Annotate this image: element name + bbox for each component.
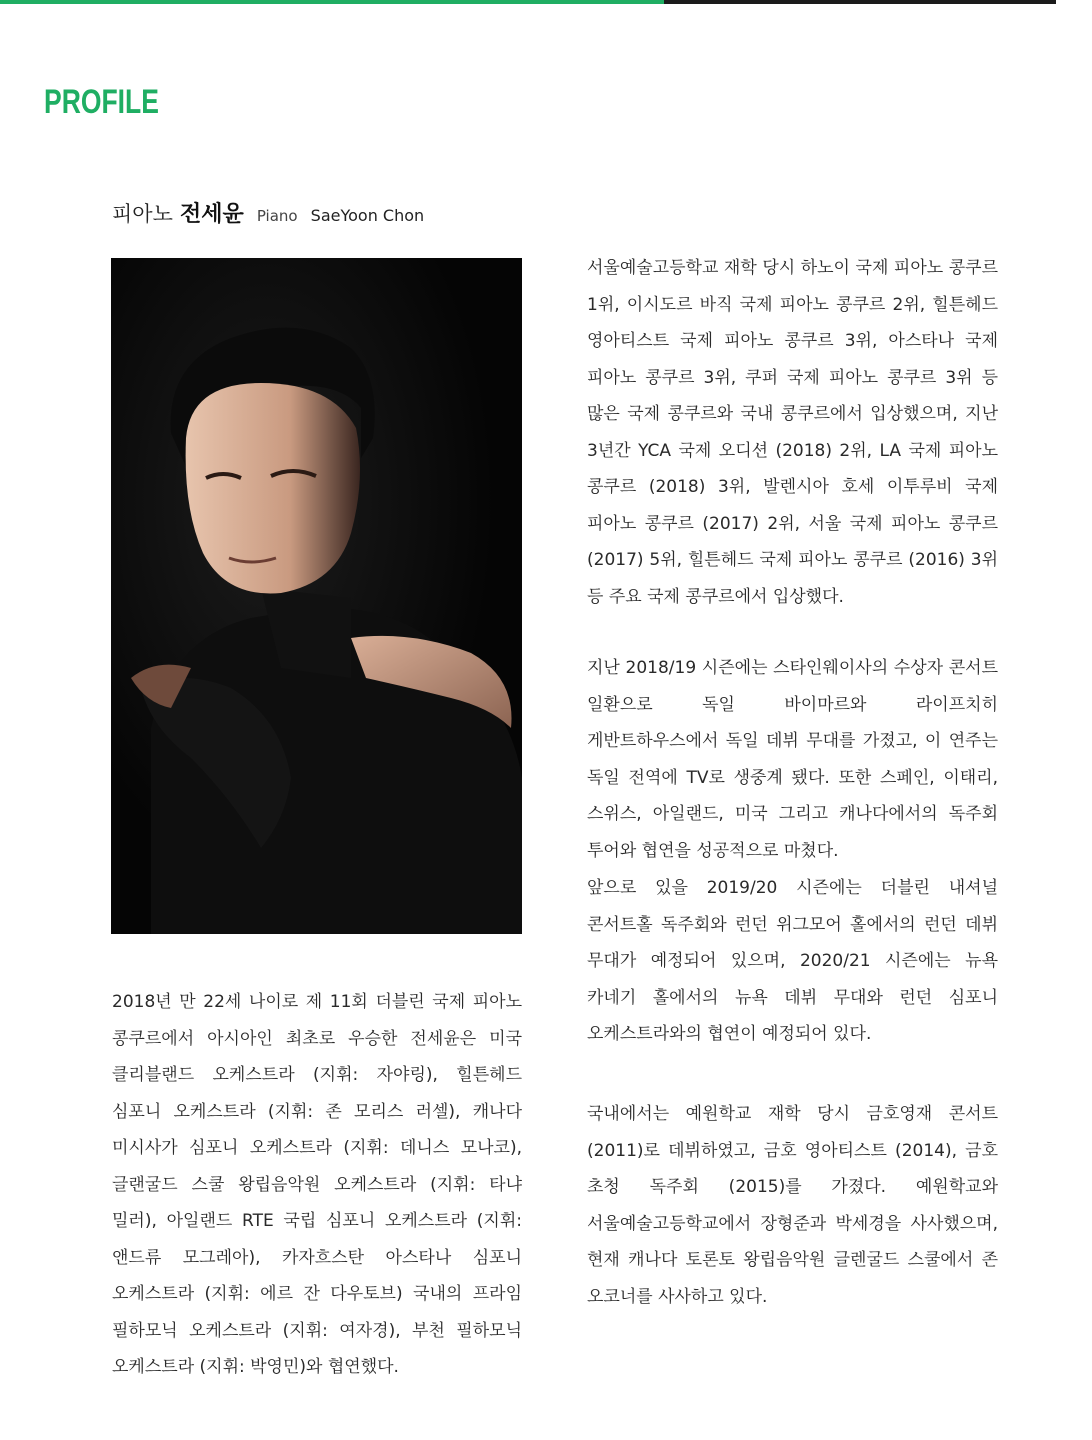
portrait-illustration xyxy=(111,258,522,934)
section-title: PROFILE xyxy=(44,83,159,121)
top-dark-rule xyxy=(664,0,1056,4)
biography-paragraph-left: 2018년 만 22세 나이로 제 11회 더블린 국제 피아노 콩쿠르에서 아시아인 최초로 우승한 전세윤은 미국 클리블랜드 오케스트라 (지휘: 자야링), 힐튼헤드 심포니 오케스트라 (지휘: 존 모리스 러셀), 캐나다 미시사가 심포니 오케스트라 (지휘: 데니스 모나코), 글랜굴드 스쿨 왕립음악원 오케스트라 (지휘: 타냐 밀러), 아일랜드 RTE 국립 심포니 오케스트라 (지휘: 앤드류 모그레아), 카자흐스탄 아스타나 심포니 오케스트라 (지휘: 에르 잔 다우토브) 국내의 프라임 필하모닉 오케스트라 (지휘: 여자경), 부천 필하모닉 오케스트라 (지휘: 박영민)와 협연했다. xyxy=(112,992,522,1377)
biography-paragraph-season-2018: 지난 2018/19 시즌에는 스타인웨이사의 수상자 콘서트 일환으로 독일 바이마르와 라이프치히 게반트하우스에서 독일 데뷔 무대를 가졌고, 이 연주는 독일 전역에 TV로 생중계 됐다. 또한 스페인, 이태리, 스위스, 아일랜드, 미국 그리고 캐나다에서의 독주회 투어와 협연을 성공적으로 마쳤다. xyxy=(587,658,998,861)
biography-paragraph-domestic: 국내에서는 예원학교 재학 당시 금호영재 콘서트(2011)로 데뷔하였고, 금호 영아티스트 (2014), 금호 초청 독주회 (2015)를 가졌다. 예원학교와 서울예술고등학교에서 장형준과 박세경을 사사했으며, 현재 캐나다 토론토 왕립음악원 글렌굴드 스쿨에서 존 오코너를 사사하고 있다. xyxy=(587,1104,998,1307)
artist-name-korean: 전세윤 xyxy=(179,202,244,227)
instrument-korean: 피아노 xyxy=(112,202,173,226)
instrument-english: Piano xyxy=(256,207,298,225)
biography-paragraph-upcoming: 앞으로 있을 2019/20 시즌에는 더블린 내셔널 콘서트홀 독주회와 런던 위그모어 홀에서의 런던 데뷔 무대가 예정되어 있으며, 2020/21 시즌에는 뉴욕 카네기 홀에서의 뉴욕 데뷔 무대와 런던 심포니 오케스트라와의 협연이 예정되어 있다. xyxy=(587,878,998,1044)
artist-name-english: SaeYoon Chon xyxy=(310,206,425,225)
portrait-photo xyxy=(111,258,522,934)
artist-heading xyxy=(112,198,424,232)
top-accent-rule xyxy=(0,0,664,4)
biography-paragraph-competitions: 서울예술고등학교 재학 당시 하노이 국제 피아노 콩쿠르 1위, 이시도르 바직 국제 피아노 콩쿠르 2위, 힐튼헤드 영아티스트 국제 피아노 콩쿠르 3위, 아스타나 국제 피아노 콩쿠르 3위, 쿠퍼 국제 피아노 콩쿠르 3위 등 많은 국제 콩쿠르와 국내 콩쿠르에서 입상했으며, 지난 3년간 YCA 국제 오디션 (2018) 2위, LA 국제 피아노 콩쿠르 (2018) 3위, 발렌시아 호세 이투루비 국제 피아노 콩쿠르 (2017) 2위, 서울 국제 피아노 콩쿠르 (2017) 5위, 힐튼헤드 국제 피아노 콩쿠르 (2016) 3위 등 주요 국제 콩쿠르에서 입상했다. xyxy=(587,258,998,607)
